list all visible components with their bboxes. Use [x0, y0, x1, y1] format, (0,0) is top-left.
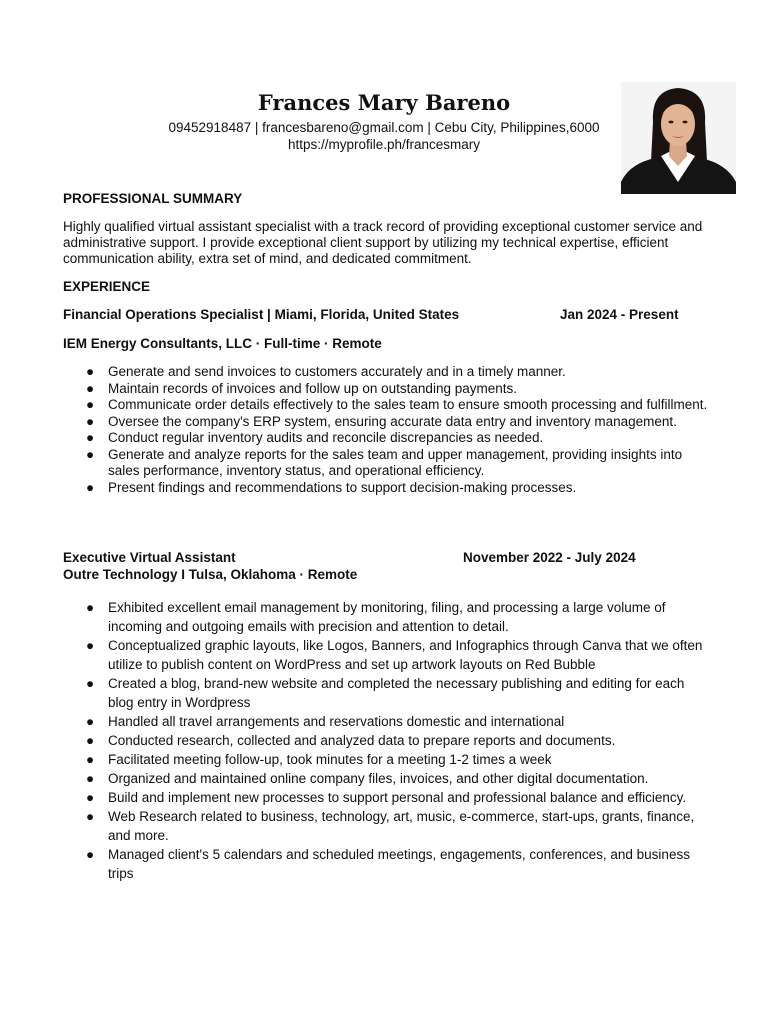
list-item: ● Conduct regular inventory audits and reconcile discrepancies as needed.: [86, 430, 544, 445]
job2-dates: November 2022 - July 2024: [463, 550, 636, 565]
bullet-icon: ●: [86, 479, 95, 495]
bullet-icon: ●: [86, 790, 95, 805]
contact-line-2: https://myprofile.ph/francesmary: [287, 137, 481, 152]
list-item: ● Present findings and recommendations to support decision-making processes.: [86, 479, 577, 495]
summary-heading: PROFESSIONAL SUMMARY: [63, 191, 243, 206]
list-item: ● Conceptualized graphic layouts, like Logos, Banners, and Infographics through Canva that we often utilize to publish content on WordPress and set up artwork layouts on Red Bubble: [86, 638, 703, 672]
list-item: ● Oversee the company's ERP system, ensuring accurate data entry and inventory management.: [86, 413, 677, 429]
candidate-name: Frances Mary Bareno: [257, 90, 511, 115]
bullet-icon: ●: [86, 446, 95, 462]
experience-heading: EXPERIENCE: [63, 279, 151, 294]
list-item: ● Created a blog, brand-new website and completed the necessary publishing and editing for each blog entry in Wordpress: [86, 676, 685, 710]
list-item: ● Handled all travel arrangements and reservations domestic and international: [86, 714, 565, 729]
bullet-icon: ●: [86, 413, 95, 429]
bullet-icon: ●: [86, 638, 95, 653]
job1-company: IEM Energy Consultants, LLC · Full-time · Remote: [63, 336, 382, 351]
bullet-icon: ●: [86, 364, 95, 379]
job2-company: Outre Technology I Tulsa, Oklahoma · Remote: [63, 567, 358, 582]
profile-photo: [621, 82, 736, 194]
job2-title: Executive Virtual Assistant: [63, 550, 236, 565]
bullet-icon: ●: [86, 430, 95, 445]
list-item: ● Generate and analyze reports for the sales team and upper management, providing insights into sales performance, inventory status, and operational efficiency.: [86, 446, 683, 478]
list-item: ● Conducted research, collected and analyzed data to prepare reports and documents.: [86, 733, 616, 748]
bullet-icon: ●: [86, 733, 95, 748]
job2-bullet-list: [63, 598, 708, 883]
bullet-icon: ●: [86, 771, 95, 786]
bullet-icon: ●: [86, 809, 95, 824]
summary-text: Highly qualified virtual assistant specialist with a track record of providing exceptional customer service and administrative support. I provide exceptional client support by utilizing my technical expertise, efficient communication ability, extra set of mind, and dedicated commitment.: [63, 219, 703, 266]
bullet-icon: ●: [86, 676, 95, 691]
job1-title: Financial Operations Specialist | Miami, Florida, United States: [63, 307, 460, 322]
bullet-icon: ●: [86, 380, 95, 396]
list-item: ● Facilitated meeting follow-up, took minutes for a meeting 1-2 times a week: [86, 752, 552, 767]
list-item: ● Communicate order details effectively to the sales team to ensure smooth processing and fulfillment.: [86, 397, 708, 412]
list-item: ● Managed client's 5 calendars and scheduled meetings, engagements, conferences, and business trips: [86, 847, 690, 881]
bullet-icon: ●: [86, 714, 95, 729]
list-item: ● Build and implement new processes to support personal and professional balance and efficiency.: [86, 790, 687, 805]
list-item: ● Organized and maintained online company files, invoices, and other digital documentation.: [86, 771, 649, 786]
job1-bullet-list: [63, 364, 708, 496]
list-item: ● Exhibited excellent email management by monitoring, filing, and processing a large volume of incoming and outgoing emails with precision and attention to detail.: [86, 600, 666, 634]
bullet-icon: ●: [86, 397, 95, 412]
bullet-icon: ●: [86, 847, 95, 862]
bullet-icon: ●: [86, 600, 95, 615]
list-item: ● Web Research related to business, technology, art, music, e-commerce, start-ups, grants, finance, and more.: [86, 809, 695, 843]
list-item: ● Maintain records of invoices and follow up on outstanding payments.: [86, 380, 517, 396]
list-item: ● Generate and send invoices to customers accurately and in a timely manner.: [86, 364, 566, 379]
contact-line-1: 09452918487 | francesbareno@gmail.com | Cebu City, Philippines,6000: [168, 120, 600, 135]
job1-dates: Jan 2024 - Present: [560, 307, 679, 322]
bullet-icon: ●: [86, 752, 95, 767]
